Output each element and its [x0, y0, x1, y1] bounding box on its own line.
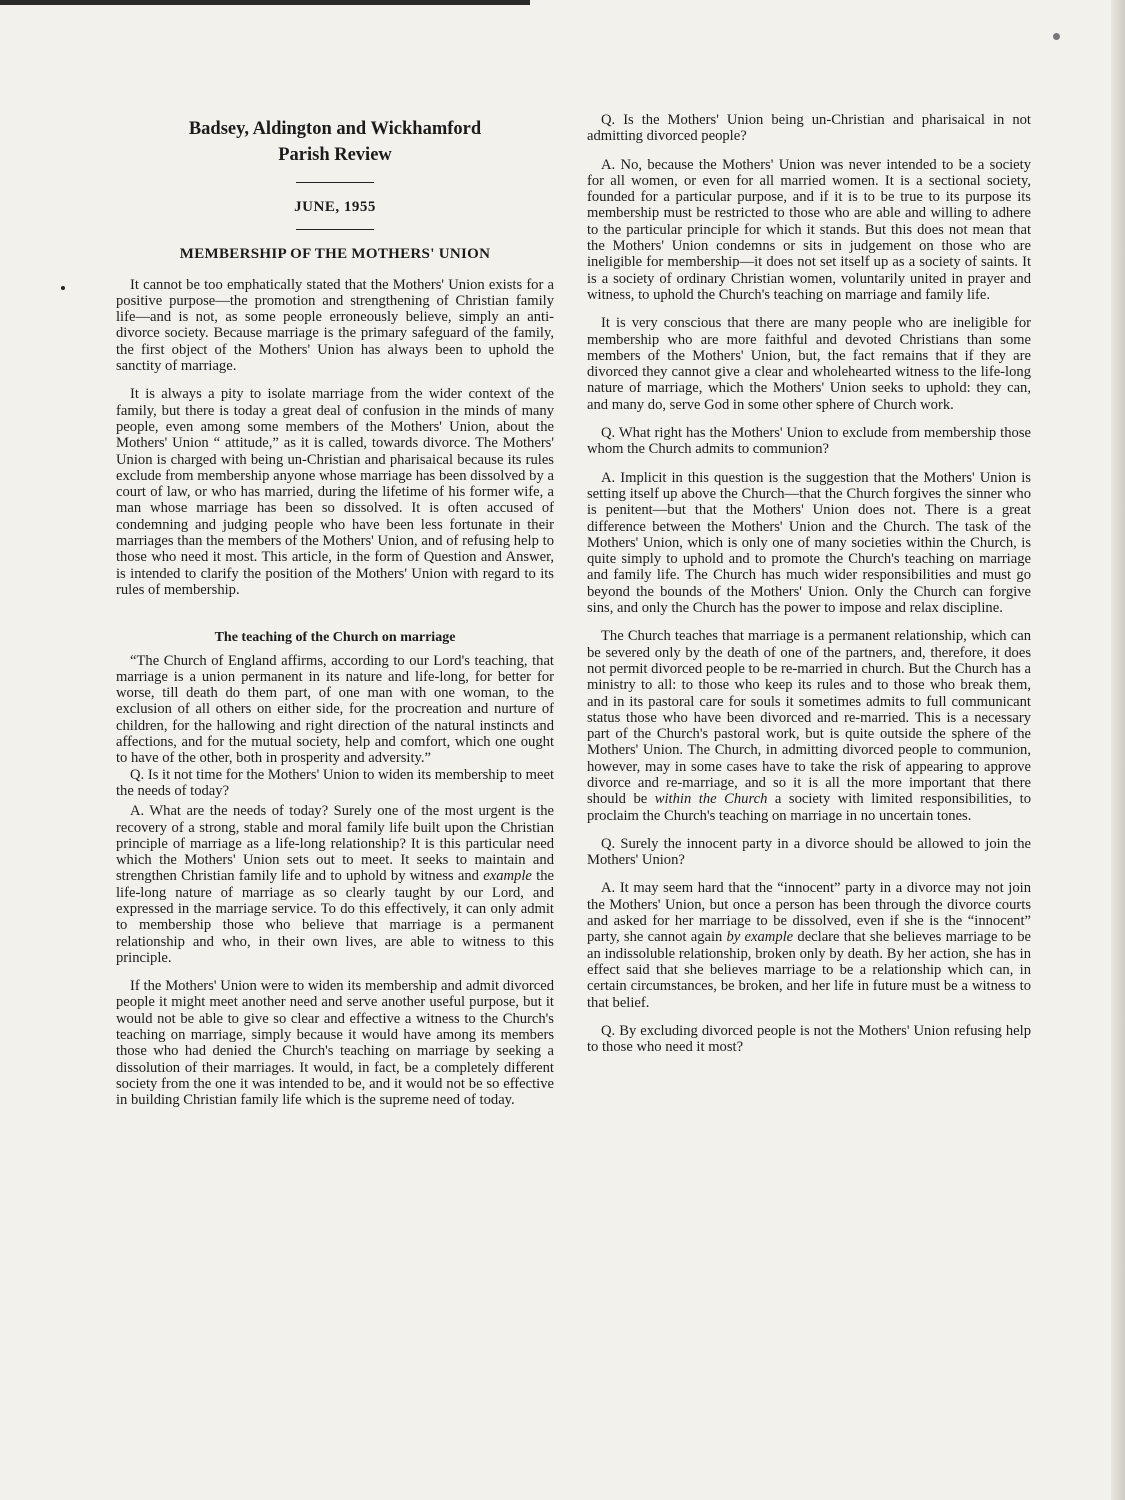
answer-2-continued: It is very conscious that there are many people who are ineligible for membership who are more faithful and devoted Christians than some members of the Mothers' Union, but, the fact remains that if they are divorced they cannot give a clear and wholehearted witness to the life-long nature of marriage, which the Mothers' Union seeks to uphold: they can, and many do, serve God in some other sphere of Church work.: [587, 315, 1031, 413]
question-3: Q. What right has the Mothers' Union to exclude from membership those whom the Church admits to communion?: [587, 425, 1031, 458]
margin-bullet: [61, 286, 65, 290]
answer-4: A. It may seem hard that the “innocent” party in a divorce may not join the Mothers' Union, but once a person has been through the divorce courts and asked for her marriage to be dissolved, even if she is the “innocent” party, she cannot again by example declare that she believes marriage to be an indissoluble relationship, broken only by death. By her action, she has in effect said that she believes marriage to be a relationship which can, in certain circumstances, be broken, and her life in future must be a witness to that belief.: [587, 880, 1031, 1011]
left-column: [116, 112, 554, 1121]
intro-paragraph: It cannot be too emphatically stated that the Mothers' Union exists for a positive purpose—the promotion and strengthening of Christian family life—and is not, as some people erroneously believe, simply an anti-divorce society. Because marriage is the primary safeguard of the family, the first object of the Mothers' Union has always been to uphold the sanctity of marriage.: [116, 276, 554, 375]
question-2: Q. Is the Mothers' Union being un-Christian and pharisaical in not admitting divorced people?: [587, 112, 1031, 145]
masthead-subtitle: Parish Review: [278, 145, 392, 165]
answer-1-continued: If the Mothers' Union were to widen its membership and admit divorced people it might meet another need and serve another useful purpose, but it would not be able to give so clear and effective a witness to the Church's teaching on marriage, simply because it would have among its members those who had denied the Church's teaching on marriage by seeking a dissolution of their marriages. It would, in fact, be a completely different society from the one it was intended to be, and it would not be so effective in building Christian family life which is the supreme need of today.: [116, 978, 554, 1109]
divider-rule: [296, 229, 374, 230]
masthead: [116, 116, 554, 168]
question-4: Q. Surely the innocent party in a divorce should be allowed to join the Mothers' Union?: [587, 835, 1031, 869]
divider-rule: [296, 182, 374, 183]
issue-date: JUNE, 1955: [294, 199, 376, 215]
answer-2: A. No, because the Mothers' Union was never intended to be a society for all women, or even for all married women. It is a sectional society, founded for a particular purpose, and if it is to be true to its purpose its membership must be restricted to those who are able and willing to adhere to the particular principle for which it stands. But this does not mean that the Mothers' Union condemns or sits in judgement on those who are ineligible for membership—it does not set itself up as a society of saints. It is a society of ordinary Christian women, voluntarily united in prayer and witness, to uphold the Church's teaching on marriage and family life.: [587, 156, 1031, 303]
intro-paragraph: It is always a pity to isolate marriage from the wider context of the family, but there is today a great deal of confusion in the minds of many people, even among some members of the Mothers' Union, about the Mothers' Union “ attitude,” as it is called, towards divorce. The Mothers' Union is charged with being un-Christian and pharisaical because its rules exclude from membership anyone whose marriage has been dissolved by a court of law, or who has married, during the lifetime of his former wife, a man whose marriage has been so dissolved. It is often accused of condemning and judging people who have been less fortunate in their marriages than the members of the Mothers' Union, and of refusing help to those who need it most. This article, in the form of Question and Answer, is intended to clarify the position of the Mothers' Union with regard to its rules of membership.: [116, 386, 554, 598]
question-1: Q. Is it not time for the Mothers' Union to widen its membership to meet the needs of today?: [116, 766, 554, 799]
article-title: MEMBERSHIP OF THE MOTHERS' UNION: [179, 246, 491, 263]
section-heading: The teaching of the Church on marriage: [214, 630, 456, 646]
scan-edge-right: [1111, 0, 1125, 1500]
answer-3-continued: The Church teaches that marriage is a permanent relationship, which can be severed only by the death of one of the partners, and, therefore, it does not permit divorced people to be re-married in church. But the Church has a ministry to all: to those who keep its rules and to those who break them, and in its pastoral care for souls it sometimes admits to full communicant status those who have been divorced and re-married. This is a necessary part of the Church's pastoral work, but is quite outside the sphere of the Mothers' Union. The Church, in admitting divorced people to communion, however, may in some cases have to take the risk of appearing to approve divorce and re-marriage, and so it is all the more important that there should be within the Church a society with limited responsibilities, to proclaim the Church's teaching on marriage in no uncertain tones.: [587, 628, 1031, 824]
answer-1: A. What are the needs of today? Surely one of the most urgent is the recovery of a strong, stable and moral family life built upon the Christian principle of marriage as a life-long relationship? It is this particular need which the Mothers' Union sets out to meet. It seeks to maintain and strengthen Christian family life and to uphold by witness and example the life-long nature of marriage as so clearly taught by our Lord, and expressed in the marriage service. To do this effectively, it can only admit to membership those who believe that marriage is a permanent relationship and who, in their own lives, are able to witness to this principle.: [116, 803, 555, 966]
right-column: [587, 112, 1031, 1067]
answer-3: A. Implicit in this question is the suggestion that the Mothers' Union is setting itself up above the Church—that the Church forgives the sinner who is penitent—but that the Mothers' Union does not. There is a great difference between the Mothers' Union and the Church. The task of the Mothers' Union, which is only one of many societies within the Church, is quite simply to uphold and to promote the Church's teaching on marriage and family life. The Church has much wider responsibilities and must go beyond the bounds of the Mothers' Union. Only the Church can forgive sins, and only the Church has the power to impose and relax discipline.: [587, 469, 1031, 617]
scan-mark: [1053, 33, 1060, 40]
masthead-title: Badsey, Aldington and Wickhamford: [188, 119, 482, 139]
question-5: Q. By excluding divorced people is not the Mothers' Union refusing help to those who need it most?: [587, 1022, 1031, 1056]
scan-edge-top: [0, 0, 530, 5]
church-quote: “The Church of England affirms, according to our Lord's teaching, that marriage is a union permanent in its nature and life-long, for better for worse, till death do them part, of one man with one woman, to the exclusion of all others on either side, for the procreation and nurture of children, for the hallowing and right direction of the natural instincts and affections, and for the mutual society, help and comfort, which one ought to have of the other, both in prosperity and adversity.”: [116, 652, 554, 767]
